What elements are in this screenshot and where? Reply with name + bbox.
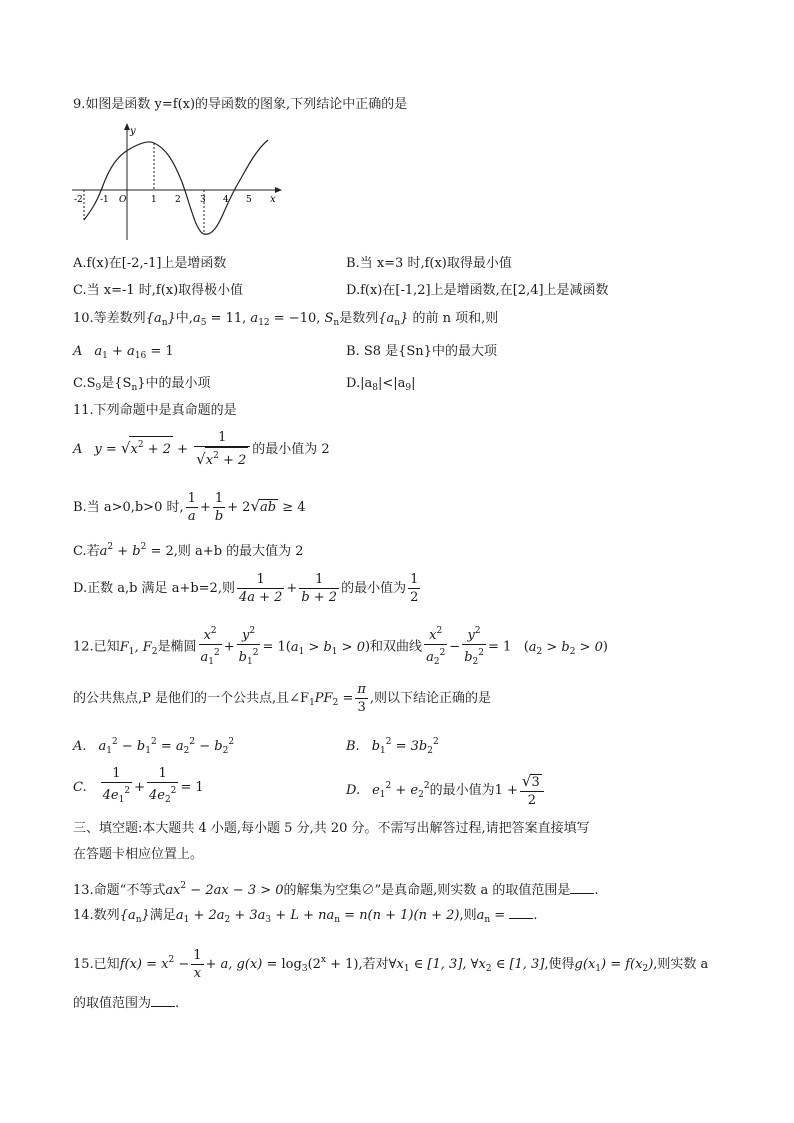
tick-label: 5 [246,195,252,205]
q10-option-a: A $a_1 + a_{16} = 1$ [73,344,174,361]
tick-label: 4 [223,195,229,205]
q12-option-d: D. $e_1^2 + e_2^2$的最小值为1 + $\frac{√3}{2}$ [346,766,546,815]
q10-stem: 10.等差数列$\{a_n\}$中$,a_5 = 11$, $a_{12} = -10$, $S_n$是数列$\{a_n\}$ 的前 n 项和,则 [73,311,499,328]
q10-option-b: B. S8 是{Sn}中的最大项 [346,344,497,359]
section3-heading-cont: 在答题卡相应位置上。 [73,847,204,862]
tick-label: 2 [175,195,181,205]
answer-blank[interactable] [151,994,175,1007]
q11-option-d: D.正数 a,b 满足 a+b=2,则 $\frac{1}{4a + 2}$ + $\frac{1}{b + 2}$ 的最小值为 $\frac{1}{2}$ [73,571,419,605]
q12-option-c: C. $\frac{1}{4e_1^2}$ + $\frac{1}{4e_2^2}$ = 1 [73,766,204,809]
q9-option-c: C.当 x=-1 时,f(x)取得极小值 [73,283,244,298]
q15-line1: 15.已知$f(x) = x^2$ − $\frac{1}{x}$ + a, $g(x) = \log_3(2^x + 1)$,若对$\forall x_1$ ∈ [1, 3], $\forall x_2$ ∈ [1, 3],使得$g(x_1) = f(x_2)$,则实数 a [73,947,709,981]
q14: 14.数列$\{a_n\}$满足$a_1 + 2a_2 + 3a_3 + L + na_n = n(n + 1)(n + 2)$,则$a_n$ = . [73,908,538,925]
q11-stem: 11.下列命题中是真命题的是 [73,403,237,418]
q12-option-b: B. $b_1^2 = 3b_2^2$ [346,737,439,756]
answer-blank[interactable] [509,906,533,919]
q9-option-b: B.当 x=3 时,f(x)取得最小值 [346,256,512,271]
derivative-graph [70,122,285,242]
q13: 13.命题“不等式$ax^2 - 2ax - 3 > 0$的解集为空集∅”是真命题,则实数 a 的取值范围是 . [73,881,599,898]
q12-stem-line2: 的公共焦点,P 是他们的一个公共点,且$\angle F_1PF_2$ = $\frac{\pi}{3}$ ,则以下结论正确的是 [73,681,492,715]
tick-label: 3 [200,195,206,205]
section3-heading: 三、填空题:本大题共 4 小题,每小题 5 分,共 20 分。不需写出解答过程,请把答案直接填写 [73,821,590,836]
x-axis-label: x [270,194,276,205]
q11-option-a: A $y = √x^2 + 2$ + $\frac{1}{√x^2 + 2}$ 的最小值为 2 [73,430,330,468]
tick-label: -1 [100,195,109,205]
answer-blank[interactable] [570,881,594,894]
q12-option-a: A. $a_1^2 - b_1^2 = a_2^2 - b_2^2$ [73,737,235,756]
q9-option-a: A.f(x)在[-2,-1]上是增函数 [73,256,227,271]
tick-label: O [119,195,127,205]
q10-option-d: $D.|a_8|<|a_9|$ [346,376,416,393]
q11-option-b: B.当 a>0,b>0 时, $\frac{1}{a}$ + $\frac{1}{b}$ + 2√ab ≥ 4 [73,490,306,524]
q9-stem: 9.如图是函数 y=f(x)的导函数的图象,下列结论中正确的是 [73,97,408,112]
q15-line2: 的取值范围为 . [73,996,180,1011]
tick-label: -2 [74,195,83,205]
q12-stem-line1: 12.已知$F_1$, $F_2$是椭圆 $\frac{x^2}{a_1^2}$ + $\frac{y^2}{b_1^2}$ = $1(a_1 > b_1 > 0)$和双曲线 $\frac{x^2}{a_2^2}$ − $\frac{y^2}{b_2^2}$ = 1 $(a_2 > b_2 > 0)$ [73,623,608,672]
q9-option-d: D.f(x)在[-1,2]上是增函数,在[2,4]上是减函数 [346,283,609,298]
q10-option-c: $C.S_9$是$\{S_n\}$中的最小项 [73,376,211,393]
tick-label: 1 [151,195,157,205]
q11-option-c: C.若$a^2 + b^2 = 2$,则 a+b 的最大值为 2 [73,542,304,559]
y-axis-label: y [130,126,136,137]
